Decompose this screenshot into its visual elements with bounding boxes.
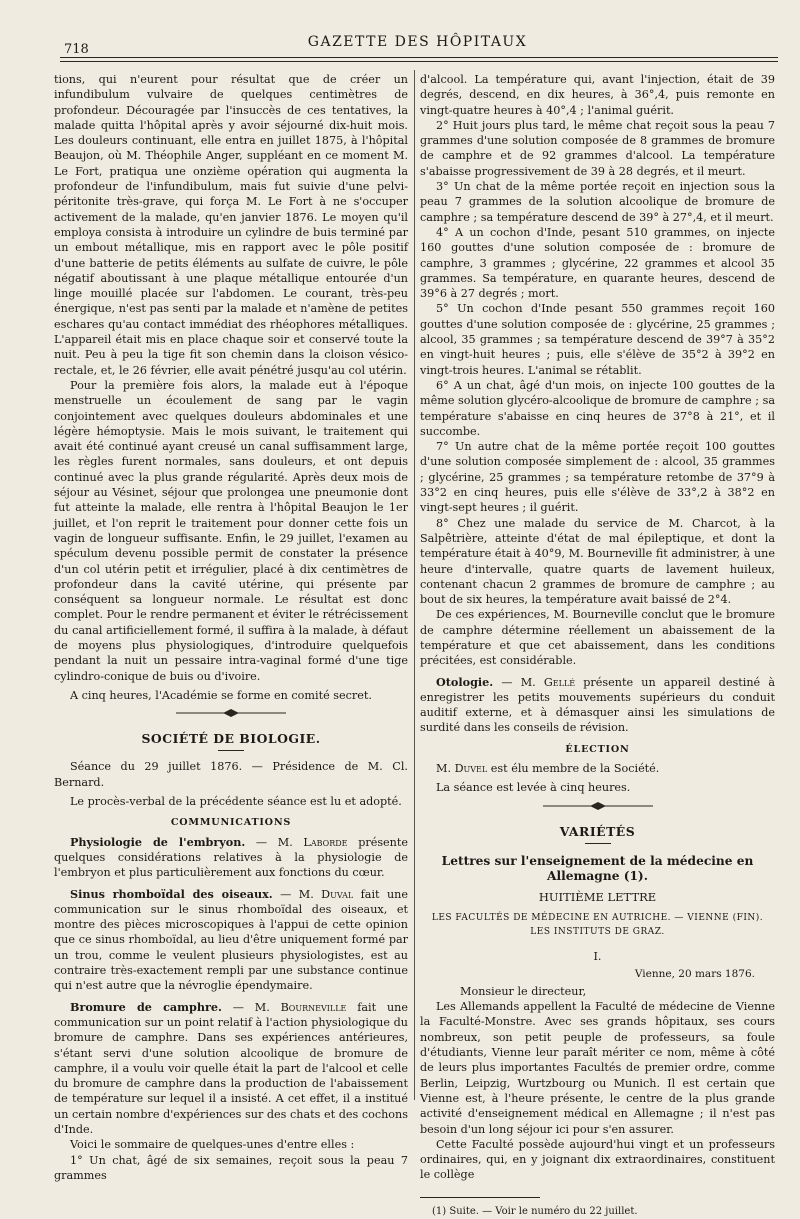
item-author: M. Bourneville bbox=[254, 1000, 347, 1014]
letter-dateline: Vienne, 20 mars 1876. bbox=[634, 967, 755, 980]
experiment-1-start: 1° Un chat, âgé de six semaines, reçoit sous la peau 7 grammes bbox=[54, 1153, 408, 1182]
communication-item: Sinus rhomboïdal des oiseaux. — M. Duval fait une communication sur le sinus rhomboïdal des oiseaux, et montre des pièces microscopiques à l'appui de cette opinion que ce sinus rhomboïdal, au lieu d'être uniquement formé par un trou, comme le veulent plusieurs physiologistes, est au contraire très-exactement rempli par une substance continue qui n'est autre que la névroglie épendymaire. bbox=[54, 886, 408, 993]
item-author: M. Laborde bbox=[277, 835, 348, 849]
footnote-rule bbox=[420, 1197, 540, 1198]
item-title: Otologie. bbox=[436, 674, 494, 689]
item-text: fait une communication sur le sinus rhomboïdal des oiseaux, et montre des pièces microscopiques à l'appui de cette opinion que ce sinus rhomboïdal, au lieu d'être uniquement formé par un trou, comme le veulent plusieurs physiologistes, est au contraire très-exactement rempli par une substance continue qui n'est autre que la névroglie épendymaire. bbox=[54, 887, 408, 993]
session-line: Séance du 29 juillet 1876. — Présidence de M. Cl. Bernard. bbox=[54, 760, 408, 789]
election-text: est élu membre de la Société. bbox=[490, 762, 660, 776]
short-rule bbox=[585, 843, 611, 844]
otology-item: Otologie. — M. Gellé présente un appareil destiné à enregistrer les petits mouvements supérieurs du conduit auditif externe, et à démasquer ainsi les simulations de surdité dans les conseils de révision. bbox=[420, 674, 775, 735]
salutation: Monsieur le directeur, bbox=[460, 984, 587, 998]
experiment-paragraph: 7° Un autre chat de la même portée reçoit 100 gouttes d'une solution composée simplement de : alcool, 35 grammes ; glycérine, 25 grammes ; sa température retombe de 37°9 à 33°2 en cinq heures, puis elle s'élève de 33°,2 à 38°2 en vingt-sept heures ; il guérit. bbox=[420, 440, 775, 515]
letter-paragraph: Les Allemands appellent la Faculté de médecine de Vienne la Faculté-Monstre. Avec ses grands hôpitaux, ses cours nombreux, son petit peuple de professeurs, sa foule d'étudiants, Vienne leur paraît mériter ce nom, même à côté de leurs plus importantes Facultés de premier ordre, comme Berlin, Leipzig, Wurtzbourg ou Munich. Il est certain que Vienne est, à l'heure présente, le centre de la plus grande activité d'enseignement médical en Allemagne ; il n'est pas besoin d'un long séjour ici pour s'en assurer. bbox=[420, 1000, 775, 1136]
communication-item: Bromure de camphre. — M. Bourneville fait une communication sur un point relatif à l'action physiologique du bromure de camphre. Dans ses expériences antérieures, s'étant servi d'une solution alcoolique de bromure de camphre, il a voulu voir quelle était la part de l'alcool et celle du bromure de camphre dans la production de l'abaissement de température sur lequel il a insisté. A cet effet, il a institué un certain nombre d'expériences sur des chats et des cochons d'Inde. bbox=[54, 999, 408, 1136]
varietes-heading: VARIÉTÉS bbox=[559, 823, 636, 839]
minutes-line: Le procès-verbal de la précédente séance est lu et adopté. bbox=[70, 795, 402, 809]
ornament-divider bbox=[176, 709, 286, 717]
experiment-paragraph: 2° Huit jours plus tard, le même chat reçoit sous la peau 7 grammes d'une solution composée de 8 grammes de bromure de camphre et de 92 grammes d'alcool. La température s'abaisse progressivement de 39 à 28 degrés, et il meurt. bbox=[420, 118, 775, 178]
article-title: Lettres sur l'enseignement de la médecine en Allemagne (1). bbox=[441, 853, 754, 883]
adjourn-line: La séance est levée à cinq heures. bbox=[436, 781, 631, 795]
society-title: SOCIÉTÉ DE BIOLOGIE. bbox=[141, 731, 321, 747]
communication-item: Physiologie de l'embryon. — M. Laborde présente quelques considérations relatives à la physiologie de l'embryon et plus particulièrement aux fonctions du cœur. bbox=[54, 834, 409, 880]
election-line bbox=[420, 761, 775, 776]
item-title: Bromure de camphre. bbox=[70, 999, 222, 1014]
letter-label: HUITIÈME LETTRE bbox=[538, 889, 657, 904]
column-divider bbox=[414, 70, 415, 1100]
page-header bbox=[60, 34, 775, 56]
left-column bbox=[54, 72, 408, 1183]
short-rule bbox=[218, 750, 244, 751]
election-heading: ÉLECTION bbox=[565, 743, 630, 755]
experiment-paragraph: 5° Un cochon d'Inde pesant 550 grammes reçoit 160 gouttes d'une solution composée de : glycérine, 25 grammes ; alcool, 35 grammes ; sa température descend de 39°7 à 35°2 en vingt-huit heures ; puis, elle s'élève de 35°2 à 39°2 en vingt-trois heures. L'animal se rétablit. bbox=[420, 302, 775, 377]
item-text: fait une communication sur un point relatif à l'action physiologique du bromure de camphre. Dans ses expériences antérieures, s'étant servi d'une solution alcoolique de bromure de camphre, il a voulu voir quelle était la part de l'alcool et celle du bromure de camphre dans la production de l'abaissement de température sur lequel il a insisté. A cet effet, il a institué un certain nombre d'expériences sur des chats et des cochons d'Inde. bbox=[54, 1000, 408, 1136]
item-title: Sinus rhomboïdal des oiseaux. bbox=[70, 886, 273, 901]
header-rule-top bbox=[60, 57, 778, 58]
section-numeral: I. bbox=[593, 950, 602, 964]
conclusion-paragraph: De ces expériences, M. Bourneville conclut que le bromure de camphre détermine réellement un abaissement de la température et que cet abaissement, dans les conditions précitées, est considérable. bbox=[420, 608, 775, 668]
experiment-paragraph: 8° Chez une malade du service de M. Charcot, à la Salpêtrière, atteinte d'état de mal épileptique, et dont la température était à 40°9, M. Bourneville fit administrer, à une heure d'intervalle, quatre quarts de lavement huileux, contenant chacun 2 grammes de bromure de camphre ; au bout de six heures, la température avait baissé de 2°4. bbox=[420, 516, 775, 607]
journal-title: GAZETTE DES HÔPITAUX bbox=[307, 34, 528, 50]
article-paragraph: Pour la première fois alors, la malade eut à l'époque menstruelle un écoulement de sang par le vagin conjointement avec quelques douleurs abdominales et une légère hémoptysie. Mais le mois suivant, le traitement qui avait été continué ayant creusé un canal suffisamment large, les règles furent normales, sans douleurs, et ont depuis continué avec la plus grande régularité. Après deux mois de séjour au Vésinet, séjour que prolongea une pneumonie dont fut atteinte la malade, elle rentra à l'hôpital Beaujon le 1er juillet, et l'on reprit le traitement pour donner cette fois un vagin de longueur suffisante. Enfin, le 29 juillet, l'examen au spéculum devenu possible permit de constater la présence d'un col utérin petit et irrégulier, placé à dix centimètres de profondeur dans la cavité utérine, qui présente par conséquent sa longueur normale. Le résultat est donc complet. Pour le rendre permanent et éviter le rétrécissement du canal artificiellement formé, il suffira à la malade, à défaut de moyens plus physiologiques, d'introduire quelquefois pendant la nuit un pessaire intra-vaginal formé d'une tige cylindro-conique de buis ou d'ivoire. bbox=[54, 378, 408, 683]
item-text: présente quelques considérations relatives à la physiologie de l'embryon et plus particulièrement aux fonctions du cœur. bbox=[54, 835, 409, 880]
item-text: présente un appareil destiné à enregistrer les petits mouvements supérieurs du conduit auditif externe, et à démasquer ainsi les simulations de surdité dans les conseils de révision. bbox=[420, 675, 775, 735]
experiment-paragraph: 6° A un chat, âgé d'un mois, on injecte 100 gouttes de la même solution glycéro-alcoolique de bromure de camphre ; sa température s'abaisse en cinq heures de 37°8 à 21°, et il succombe. bbox=[420, 378, 775, 438]
academy-closing-line: A cinq heures, l'Académie se forme en comité secret. bbox=[70, 688, 372, 702]
ornament-divider bbox=[543, 802, 653, 810]
letter-paragraph: Cette Faculté possède aujourd'hui vingt et un professeurs ordinaires, qui, en y joignant dix extraordinaires, constituent le collège bbox=[420, 1137, 775, 1182]
item-title: Physiologie de l'embryon. bbox=[70, 834, 246, 849]
item-author: M. Duval bbox=[298, 887, 354, 901]
item-author: M. Gellé bbox=[520, 675, 576, 689]
experiment-paragraph: 4° A un cochon d'Inde, pesant 510 grammes, on injecte 160 gouttes d'une solution composée de : bromure de camphre, 3 grammes ; glycérine, 22 grammes et alcool 35 grammes. Sa température, en quarante heures, descend de 39°6 à 27 degrés ; mort. bbox=[420, 225, 775, 301]
election-author: M. Duvel bbox=[436, 762, 488, 776]
summary-intro: Voici le sommaire de quelques-unes d'entre elles : bbox=[70, 1138, 355, 1152]
footnote: (1) Suite. — Voir le numéro du 22 juillet. bbox=[432, 1205, 638, 1217]
article-continuation: tions, qui n'eurent pour résultat que de créer un infundibulum vulvaire de quelques centimètres de profondeur. Découragée par l'insuccès de ces tentatives, la malade quitta l'hôpital après y avoir séjourné dix-huit mois. Les douleurs continuant, elle entra en juillet 1875, à l'hôpital Beaujon, où M. Théophile Anger, suppléant en ce moment M. Le Fort, pratiqua une onzième opération qui augmenta la profondeur de l'infundibulum, mais fut suivie d'une pelvi-péritonite très-grave, qui força M. Le Fort à ne s'occuper activement de la malade, qu'en janvier 1876. Le moyen qu'il employa consista à introduire un cylindre de buis terminé par un embout métallique, mis en rapport avec le pôle positif d'une batterie de petits éléments au sulfate de cuivre, le pôle négatif aboutissant à une plaque métallique entourée d'un linge mouillé placée sur l'abdomen. Le courant, très-peu énergique, n'est pas senti par la malade et n'amène de petites eschares qu'au contact immédiat des rhéophores métalliques. L'appareil était mis en place chaque soir et conservé toute la nuit. Peu à peu la tige fit son chemin dans la cloison vésico-rectale, et, le 26 février, elle avait pénétré jusqu'au col utérin. bbox=[54, 73, 408, 377]
institutes-line: LES INSTITUTS DE GRAZ. bbox=[530, 927, 665, 938]
faculties-line: LES FACULTÉS DE MÉDECINE EN AUTRICHE. — VIENNE (FIN). bbox=[431, 913, 764, 924]
page-number: 718 bbox=[64, 42, 89, 57]
experiment-paragraph: d'alcool. La température qui, avant l'injection, était de 39 degrés, descend, en dix heures, à 36°,4, puis remonte en vingt-quatre heures à 40°,4 ; l'animal guérit. bbox=[420, 73, 775, 117]
communications-heading: COMMUNICATIONS bbox=[170, 817, 292, 829]
right-column bbox=[420, 72, 775, 1219]
header-rule-bottom bbox=[60, 61, 778, 62]
experiment-paragraph: 3° Un chat de la même portée reçoit en injection sous la peau 7 grammes de la solution alcoolique de bromure de camphre ; sa température descend de 39° à 27°,4, et il meurt. bbox=[420, 180, 775, 224]
